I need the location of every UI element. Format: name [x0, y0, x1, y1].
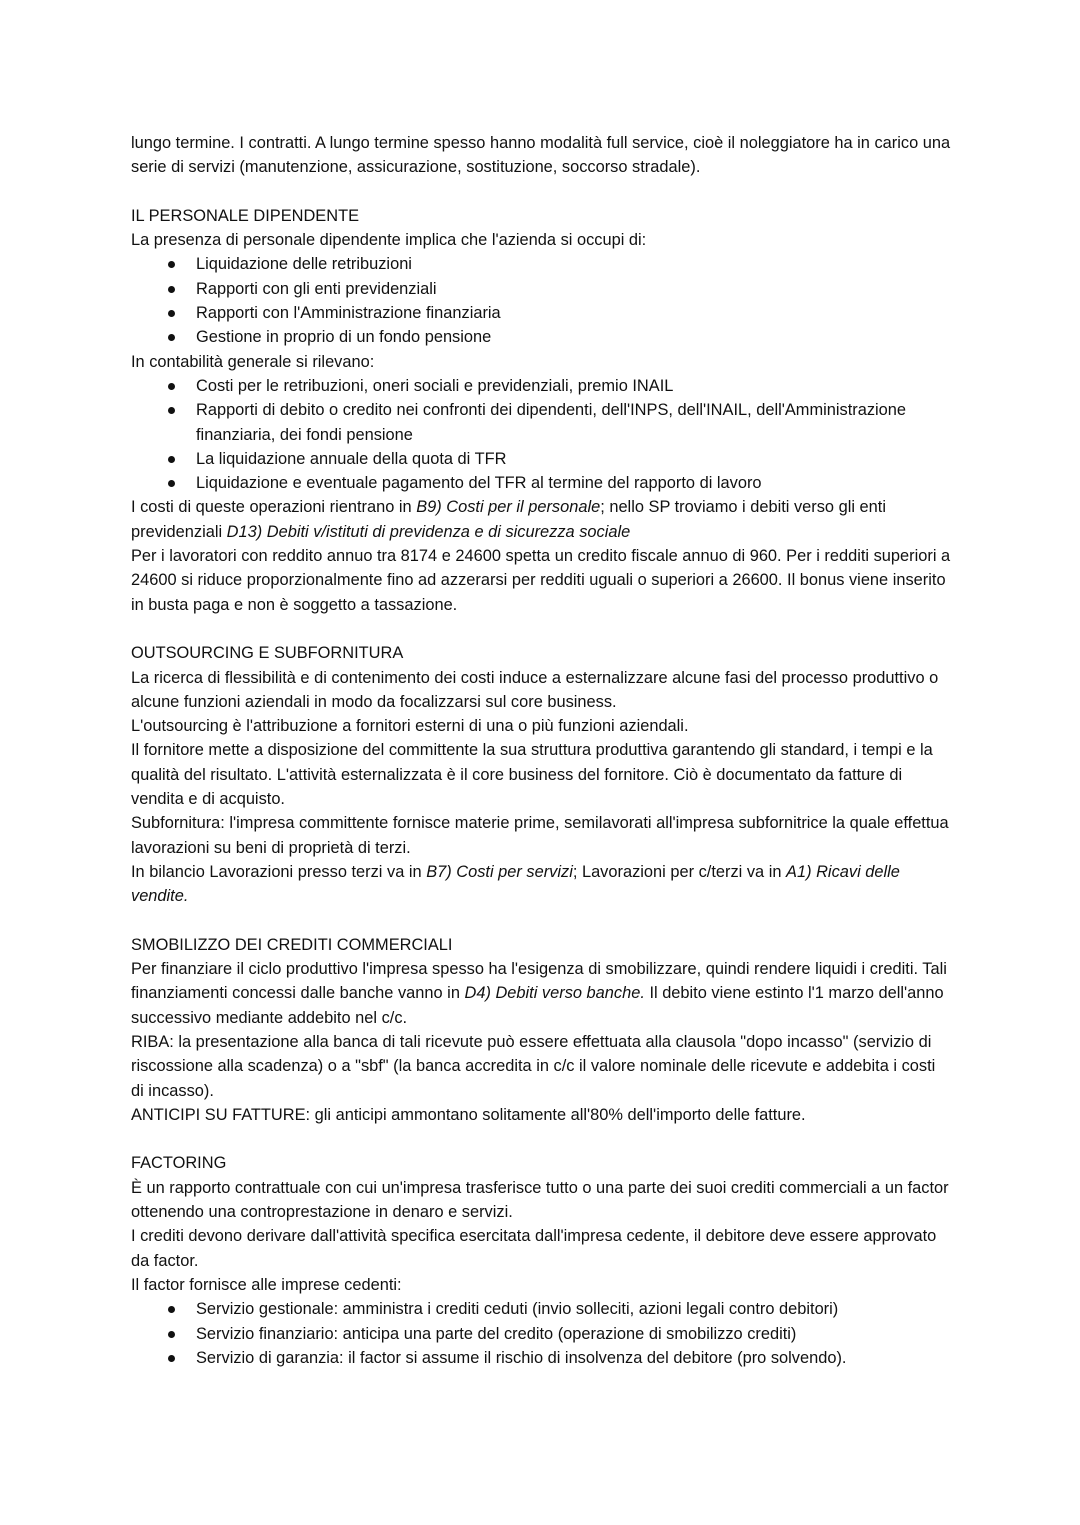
- paragraph: La presenza di personale dipendente implica che l'azienda si occupi di:: [131, 231, 647, 250]
- list-item: Liquidazione e eventuale pagamento del TFR al termine del rapporto di lavoro: [131, 471, 951, 495]
- section-factoring: [131, 1151, 951, 1370]
- paragraph: RIBA: la presentazione alla banca di tali ricevute può essere effettuata alla clausola "dopo incasso" (servizio di riscossione alla scadenza) o a "sbf" (la banca accredita in c/c il valore nominale delle ricevute e addebita i costi di incasso).: [131, 1032, 936, 1100]
- italic-reference: D4) Debiti verso banche.: [464, 984, 645, 1003]
- bullet-list: [131, 374, 951, 495]
- text: ; Lavorazioni per c/terzi va in: [572, 862, 787, 881]
- paragraph: Il factor fornisce alle imprese cedenti:: [131, 1275, 402, 1294]
- paragraph: [131, 495, 951, 544]
- list-item: La liquidazione annuale della quota di TFR: [131, 447, 951, 471]
- section-smobilizzo: [131, 933, 951, 1127]
- text: ; nello SP troviamo i debiti verso gli enti previdenziali: [131, 498, 886, 541]
- list-item: Servizio di garanzia: il factor si assume il rischio di insolvenza del debitore (pro solvendo).: [131, 1346, 951, 1370]
- paragraph: ANTICIPI SU FATTURE: gli anticipi ammontano solitamente all'80% dell'importo delle fatture.: [131, 1105, 806, 1124]
- italic-reference: A1) Ricavi delle vendite.: [131, 862, 900, 906]
- list-item: Rapporti con gli enti previdenziali: [131, 277, 951, 301]
- list-item: Servizio gestionale: amministra i crediti ceduti (invio solleciti, azioni legali contro debitori): [131, 1297, 951, 1321]
- text: Per finanziare il ciclo produttivo l'impresa spesso ha l'esigenza di smobilizzare, quindi rendere liquidi i crediti. Tali finanziamenti concessi dalle banche vanno in: [131, 960, 947, 1003]
- paragraph: [131, 860, 951, 909]
- section-outsourcing: [131, 641, 951, 908]
- paragraph: È un rapporto contrattuale con cui un'impresa trasferisce tutto o una parte dei suoi crediti commerciali a un factor ottenendo una controprestazione in denaro e servizi.: [131, 1178, 949, 1222]
- paragraph: I crediti devono derivare dall'attività specifica esercitata dall'impresa cedente, il debitore deve essere approvato da factor.: [131, 1227, 937, 1270]
- paragraph: L'outsourcing è l'attribuzione a fornitori esterni di una o più funzioni aziendali.: [131, 717, 689, 736]
- paragraph: In contabilità generale si rilevano:: [131, 352, 375, 371]
- paragraph: Il fornitore mette a disposizione del committente la sua struttura produttiva garantendo gli standard, i tempi e la qualità del risultato. L'attività esternalizzata è il core business del fornitore. Ciò è documentato da fatture di vendita e di acquisto.: [131, 741, 933, 809]
- paragraph: La ricerca di flessibilità e di contenimento dei costi induce a esternalizzare alcune fasi del processo produttivo o alcune funzioni aziendali in modo da focalizzarsi sul core business.: [131, 668, 939, 711]
- italic-reference: B9) Costi per il personale: [416, 498, 601, 517]
- text: In bilancio Lavorazioni presso terzi va in: [131, 862, 427, 881]
- list-item: Rapporti di debito o credito nei confronti dei dipendenti, dell'INPS, dell'INAIL, dell'Amministrazione finanziaria, dei fondi pensione: [131, 398, 951, 447]
- italic-reference: B7) Costi per servizi: [426, 862, 573, 881]
- intro-paragraph: lungo termine. I contratti. A lungo termine spesso hanno modalità full service, cioè il noleggiatore ha in carico una serie di servizi (manutenzione, assicurazione, sostituzione, soccorso stradale).: [131, 134, 951, 177]
- section-heading: SMOBILIZZO DEI CREDITI COMMERCIALI: [131, 935, 453, 954]
- bullet-list: [131, 252, 951, 349]
- section-personale: [131, 204, 951, 617]
- document-page: [131, 131, 951, 1370]
- spacer: [131, 617, 951, 641]
- spacer: [131, 1127, 951, 1151]
- spacer: [131, 180, 951, 204]
- bullet-list: [131, 1297, 951, 1370]
- text: I costi di queste operazioni rientrano in: [131, 498, 417, 517]
- section-heading: FACTORING: [131, 1154, 227, 1173]
- list-item: Costi per le retribuzioni, oneri sociali e previdenziali, premio INAIL: [131, 374, 951, 398]
- section-heading: OUTSOURCING E SUBFORNITURA: [131, 644, 404, 663]
- section-heading: IL PERSONALE DIPENDENTE: [131, 206, 360, 225]
- paragraph: [131, 957, 951, 1030]
- paragraph: Per i lavoratori con reddito annuo tra 8174 e 24600 spetta un credito fiscale annuo di 960. Per i redditi superiori a 24600 si riduce proporzionalmente fino ad azzerarsi per redditi uguali o superiori a 26600. Il bonus viene inserito in busta paga e non è soggetto a tassazione.: [131, 547, 951, 614]
- list-item: Rapporti con l'Amministrazione finanziaria: [131, 301, 951, 325]
- list-item: Gestione in proprio di un fondo pensione: [131, 325, 951, 349]
- list-item: Liquidazione delle retribuzioni: [131, 252, 951, 276]
- paragraph: Subfornitura: l'impresa committente fornisce materie prime, semilavorati all'impresa subfornitrice la quale effettua lavorazioni su beni di proprietà di terzi.: [131, 814, 949, 857]
- text: Il debito viene estinto l'1 marzo dell'anno successivo mediante addebito nel c/c.: [131, 984, 944, 1027]
- italic-reference: D13) Debiti v/istituti di previdenza e di sicurezza sociale: [226, 522, 631, 541]
- spacer: [131, 909, 951, 933]
- list-item: Servizio finanziario: anticipa una parte del credito (operazione di smobilizzo crediti): [131, 1322, 951, 1346]
